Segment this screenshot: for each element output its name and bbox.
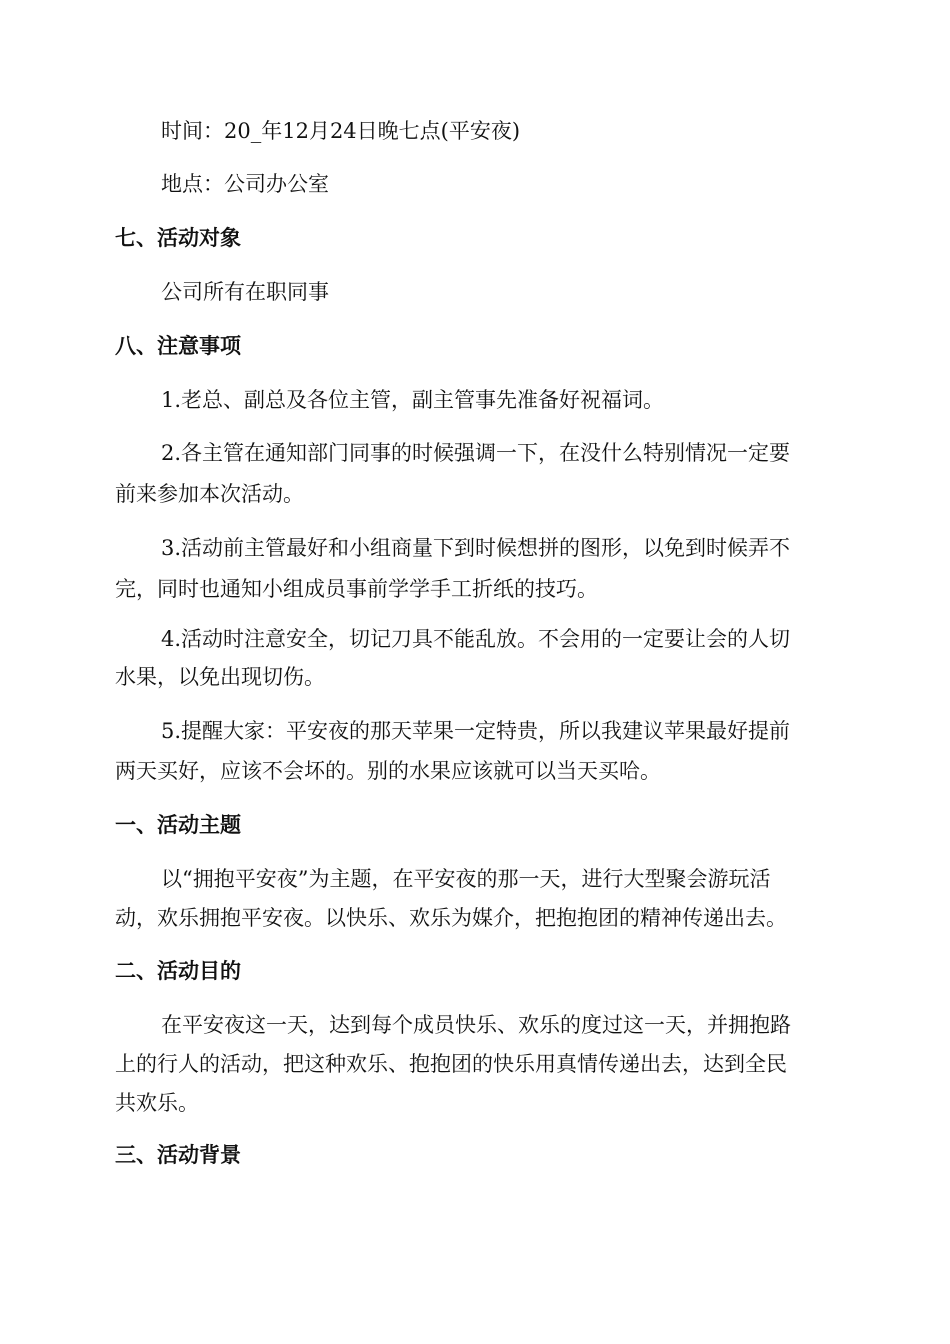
section-2-heading: 二、活动目的 [115, 959, 241, 983]
note-item-3-line-2: 完，同时也通知小组成员事前学学手工折纸的技巧。 [115, 577, 598, 601]
section-3-heading: 三、活动背景 [115, 1143, 241, 1167]
section-2-line-1: 在平安夜这一天，达到每个成员快乐、欢乐的度过这一天，并拥抱路 [161, 1013, 791, 1037]
section-1-line-1: 以“拥抱平安夜”为主题，在平安夜的那一天，进行大型聚会游玩活 [161, 867, 771, 891]
note-item-5-line-1: 5.提醒大家：平安夜的那天苹果一定特贵，所以我建议苹果最好提前 [161, 719, 791, 743]
note-item-5-line-2: 两天买好，应该不会坏的。别的水果应该就可以当天买哈。 [115, 759, 661, 783]
section-1-heading: 一、活动主题 [115, 813, 241, 837]
section-7-body: 公司所有在职同事 [161, 280, 329, 304]
note-item-4-line-1: 4.活动时注意安全，切记刀具不能乱放。不会用的一定要让会的人切 [161, 627, 791, 651]
note-item-4-line-2: 水果，以免出现切伤。 [115, 665, 325, 689]
note-item-2-line-2: 前来参加本次活动。 [115, 482, 304, 506]
section-2-line-2: 上的行人的活动，把这种欢乐、抱抱团的快乐用真情传递出去，达到全民 [115, 1052, 787, 1076]
section-8-heading: 八、注意事项 [115, 334, 241, 358]
note-item-2-line-1: 2.各主管在通知部门同事的时候强调一下，在没什么特别情况一定要 [161, 441, 791, 465]
section-7-heading: 七、活动对象 [115, 226, 241, 250]
event-place-line: 地点：公司办公室 [161, 172, 329, 196]
section-1-line-2: 动，欢乐拥抱平安夜。以快乐、欢乐为媒介，把抱抱团的精神传递出去。 [115, 906, 787, 930]
note-item-1: 1.老总、副总及各位主管，副主管事先准备好祝福词。 [161, 388, 665, 412]
note-item-3-line-1: 3.活动前主管最好和小组商量下到时候想拼的图形，以免到时候弄不 [161, 536, 791, 560]
section-2-line-3: 共欢乐。 [115, 1091, 199, 1115]
event-time-line: 时间：20_年12月24日晚七点(平安夜) [161, 119, 521, 143]
